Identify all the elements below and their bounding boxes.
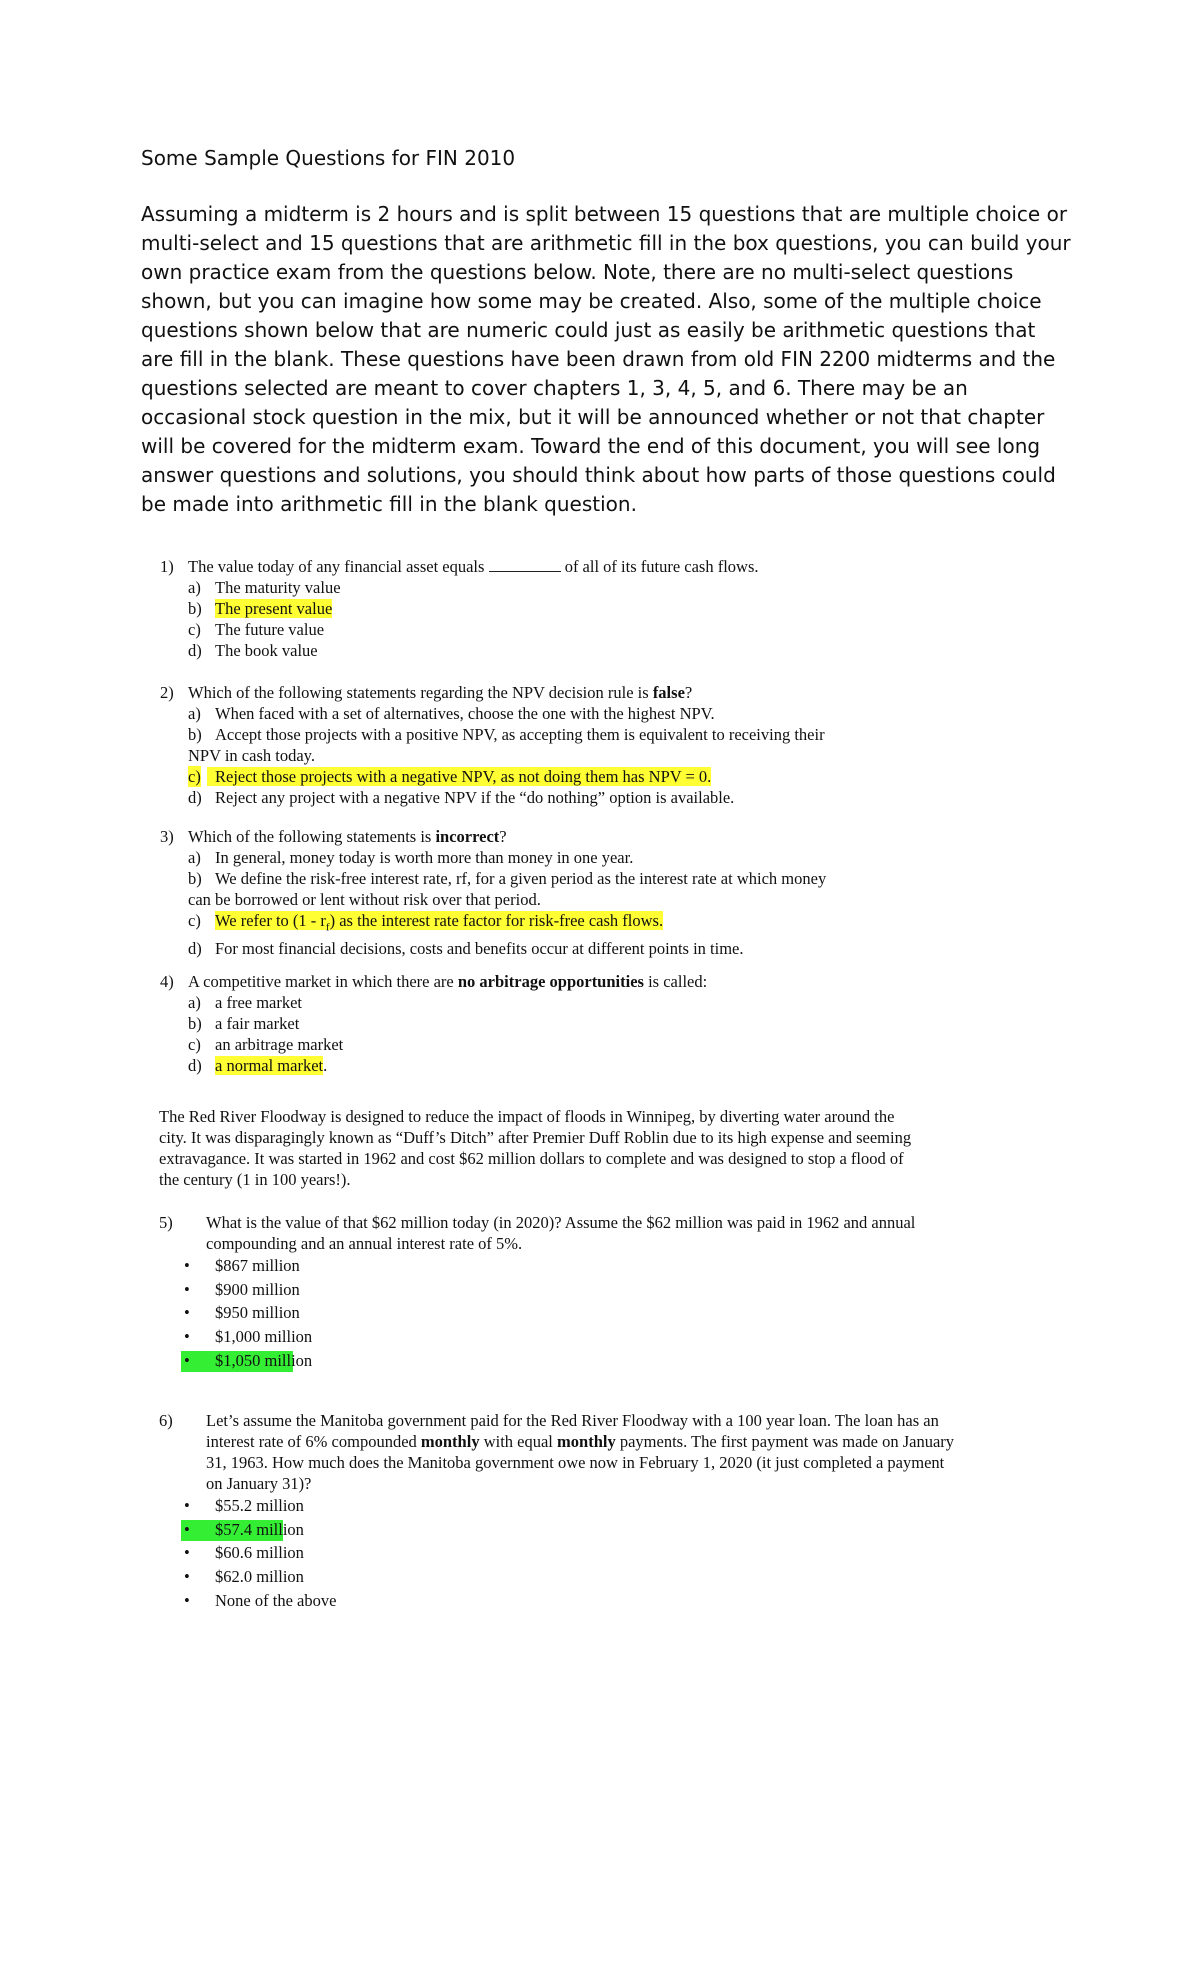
floodway-paragraph: The Red River Floodway is designed to reduce the impact of floods in Winnipeg, by diverting water around the city. It was disparagingly known as “Duff’s Ditch” after Premier Duff Roblin due to its high expense and seeming extravagance. It was started in 1962 and cost $62 million dollars to complete and was designed to stop a flood of the century (1 in 100 years!). (159, 1107, 912, 1189)
option-c-correct: c) We refer to $(1 - r_f)$ as the interest rate factor for risk-free cash flows. (188, 911, 664, 934)
option-d-correct: d) a normal market. (188, 1056, 328, 1075)
option-d: d) For most financial decisions, costs and benefits occur at different points in time. (188, 939, 744, 959)
choice: • $55.2 million (184, 1496, 304, 1515)
intro-paragraph: Assuming a midterm is 2 hours and is split between 15 questions that are multiple choice or multi-select and 15 questions that are arithmetic fill in the box questions, you can build your own practice exam from the questions below. Note, there are no multi-select questions shown, but you can imagine how some may be created. Also, some of the multiple choice questions shown below that are numeric could just as easily be arithmetic questions that are fill in the blank. These questions have been drawn from old FIN 2200 midterms and the questions selected are meant to cover chapters 1, 3, 4, 5, and 6. There may be an occasional stock question in the mix, but it will be announced whether or not that chapter will be covered for the midterm exam. Toward the end of this document, you will see long answer questions and solutions, you should think about how parts of those questions could be made into arithmetic fill in the blank question. (141, 202, 1071, 516)
question-2-stem: 2) Which of the following statements regarding the NPV decision rule is false? (160, 683, 693, 702)
question-5-stem: 5) What is the value of that $62 million today (in 2020)? Assume the $62 million was paid in 1962 and annual compounding and an annual interest rate of 5%. (159, 1213, 916, 1253)
choice: • $62.0 million (184, 1567, 304, 1587)
option-a: a) In general, money today is worth more than money in one year. (188, 848, 634, 867)
question-1 (141, 556, 759, 661)
option-d: d) Reject any project with a negative NPV if the “do nothing” option is available. (188, 788, 735, 807)
question-3-stem: 3) Which of the following statements is incorrect? (160, 827, 507, 846)
choice: • None of the above (184, 1590, 337, 1610)
choice: • $900 million (184, 1279, 300, 1299)
question-4-stem: 4) A competitive market in which there are no arbitrage opportunities is called: (160, 972, 708, 991)
question-6 (159, 1410, 956, 1613)
option-b: b) Accept those projects with a positive NPV, as accepting them is equivalent to receiving their (188, 725, 825, 744)
option-b-continued: can be borrowed or lent without risk over that period. (188, 890, 541, 909)
question-2 (141, 682, 825, 808)
question-3 (141, 826, 826, 959)
option-a: a) a free market (188, 993, 303, 1012)
choice-correct: • $57.4 million (159, 1518, 956, 1542)
choice: • $1,000 million (184, 1327, 313, 1347)
option-a: a) The maturity value (188, 578, 341, 597)
option-b: b) a fair market (188, 1014, 300, 1033)
document-title: Some Sample Questions for FIN 2010 (141, 146, 516, 170)
option-c: c) The future value (188, 620, 325, 639)
choice: • $867 million (184, 1256, 300, 1275)
option-b-continued: NPV in cash today. (188, 746, 315, 765)
question-number: 1) (160, 557, 174, 576)
option-d: d) The book value (188, 641, 318, 660)
question-4 (141, 971, 707, 1076)
option-c-correct: c) Reject those projects with a negative NPV, as not doing them has NPV = 0. (188, 767, 712, 786)
choice: • $950 million (184, 1303, 300, 1323)
option-b: b) We define the risk-free interest rate, rf, for a given period as the interest rate at which money (188, 869, 827, 888)
question-5 (159, 1212, 946, 1373)
option-b-correct: b) The present value (188, 599, 333, 618)
choice: • $60.6 million (184, 1543, 304, 1563)
choice-correct: • $1,050 million (159, 1349, 946, 1373)
question-6-stem: 6) Let’s assume the Manitoba government paid for the Red River Floodway with a 100 year loan. The loan has an interest rate of 6% compounded monthly with equal monthly payments. The first payment was made on January 31, 1963. How much does the Manitoba government owe now in February 1, 2020 (it just completed a payment on January 31)? (159, 1411, 955, 1493)
option-c: c) an arbitrage market (188, 1035, 344, 1054)
option-a: a) When faced with a set of alternatives, choose the one with the highest NPV. (188, 704, 715, 723)
question-1-stem: 1) The value today of any financial asset equals of all of its future cash flows. (160, 557, 759, 576)
answer-blank (489, 557, 561, 572)
